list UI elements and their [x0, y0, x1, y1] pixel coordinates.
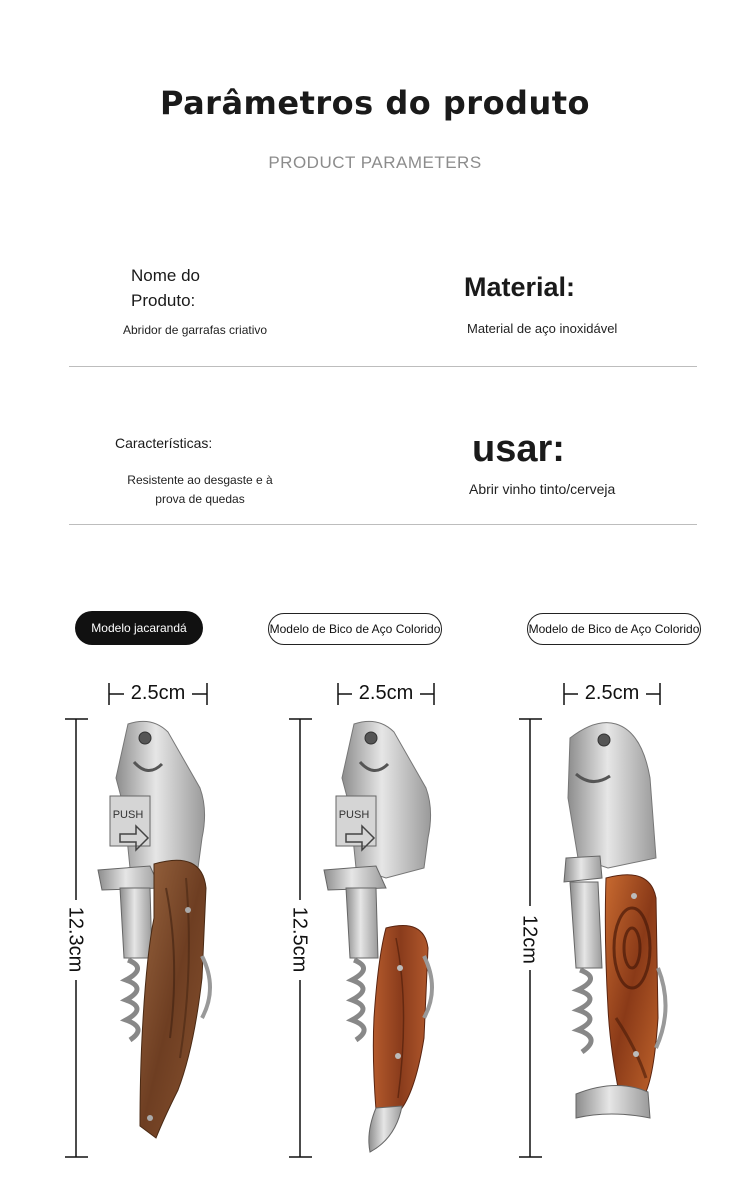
- features-value: [105, 471, 295, 509]
- product-name-label-line1: Nome do: [131, 266, 200, 285]
- material-label: Material:: [464, 272, 576, 302]
- model-badge-3: Modelo de Bico de Aço Colorido: [527, 613, 701, 645]
- usage-label: usar:: [472, 428, 565, 470]
- model-badge-1: Modelo jacarandá: [77, 613, 201, 643]
- features-label: Características:: [115, 435, 213, 451]
- height-text-2: 12.5cm: [288, 906, 311, 973]
- product-name-label: [131, 263, 200, 313]
- features-value-line1: Resistente ao desgaste e à: [127, 473, 273, 487]
- page-subtitle: PRODUCT PARAMETERS: [268, 153, 482, 172]
- width-text-2: 2.5cm: [358, 682, 414, 704]
- push-label-2: PUSH: [338, 809, 370, 821]
- width-text-1: 2.5cm: [130, 682, 186, 704]
- height-dimension-3: [514, 718, 544, 1158]
- model-badge-2: Modelo de Bico de Aço Colorido: [268, 613, 442, 645]
- height-dimension-1: [60, 718, 90, 1158]
- width-dimension-3: [563, 681, 661, 707]
- features-value-line2: prova de quedas: [155, 492, 245, 506]
- product-name-label-line2: Produto:: [131, 291, 196, 310]
- divider: [69, 524, 697, 525]
- width-dimension-1: [108, 681, 208, 707]
- corkscrew-image-2: [316, 718, 446, 1158]
- height-text-3: 12cm: [518, 915, 541, 964]
- corkscrew-image-1: [90, 718, 220, 1158]
- corkscrew-image-3: [546, 718, 676, 1158]
- width-text-3: 2.5cm: [584, 682, 640, 704]
- height-text-1: 12.3cm: [64, 906, 87, 973]
- divider: [69, 366, 697, 367]
- push-label-1: PUSH: [112, 809, 144, 821]
- usage-value: Abrir vinho tinto/cerveja: [469, 481, 616, 497]
- material-value: Material de aço inoxidável: [467, 321, 618, 336]
- page-title: Parâmetros do produto: [159, 84, 591, 122]
- product-name-value: Abridor de garrafas criativo: [123, 323, 268, 337]
- width-dimension-2: [337, 681, 435, 707]
- height-dimension-2: [284, 718, 314, 1158]
